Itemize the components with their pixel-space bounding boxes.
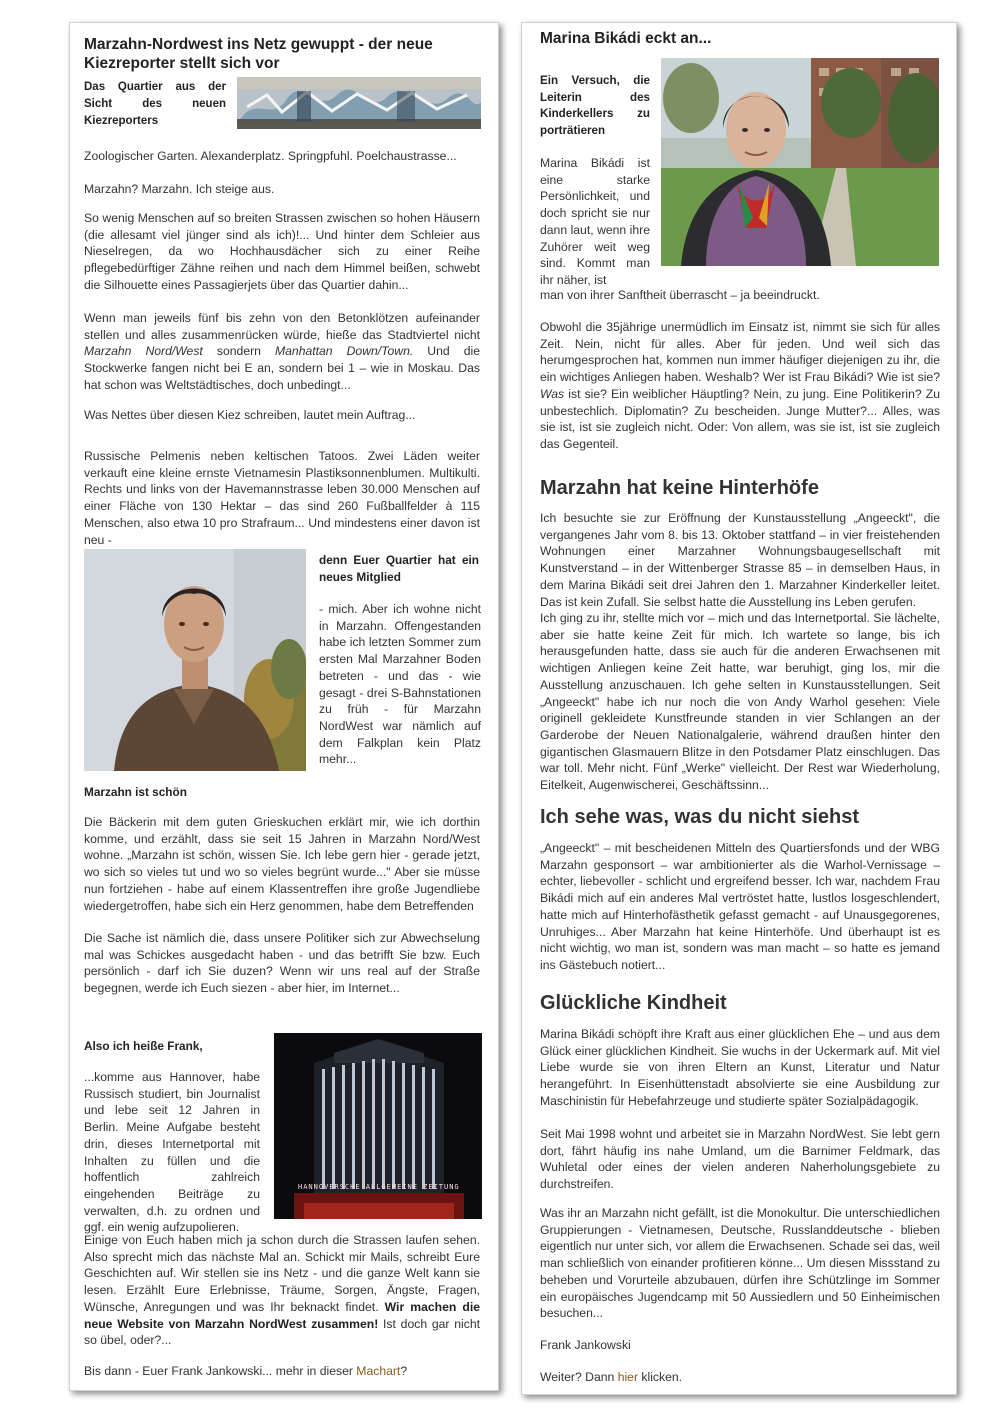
paragraph: Seit Mai 1998 wohnt und arbeitet sie in Marzahn NordWest. Sie lebt gern dort, fährt häufig ins nahe Umland, um die Barnimer Feldmark, das Wuhletal oder eines der vielen anderen Naherholungsgebiete zu durchstreifen. xyxy=(540,1127,940,1192)
paragraph: Marzahn? Marzahn. Ich steige aus. xyxy=(84,182,275,196)
paragraph: Was ihr an Marzahn nicht gefällt, ist die Monokultur. Die unterschiedlichen Gruppierungen - Vietnamesen, Deutsche, Russlanddeutsche - blieben eigentlich nur unter sich, vor allem die Erwachsenen. Schade sei das, weil man schließlich von einander profitieren könne... Um diesen Missstand zu beheben und Vorurteile abzubauen, dürfen ihre Schützlinge im Sommer ein europäisches Jugendcamp mit 50 Aussiedlern und 50 Einheimischen besuchen... xyxy=(540,1206,940,1321)
frank-portrait-photo xyxy=(84,549,306,771)
paragraph: Zoologischer Garten. Alexanderplatz. Springpfuhl. Poelchaustrasse... xyxy=(84,149,457,163)
building-sign: HANNOVERSCHE ALLGEMEINE ZEITUNG xyxy=(298,1183,460,1191)
section-heading-kindheit: Glückliche Kindheit xyxy=(540,992,727,1014)
intro-bold: denn Euer Quartier hat ein neues Mitglied xyxy=(319,553,479,584)
paragraph: „Angeeckt" – mit bescheidenen Mitteln des Quartiersfonds und der WBG Marzahn gesponsort – war ambitionierter als die Warhol-Vernissage – echter, liebevoller - schlicht und ergreifend besser. Ich war, nachdem Frau Bikádi mich auf ein anderes Mal vertröstet hatte, lustlos losgeschlendert, hatte mich auf Hinterhofästhetik gefasst gemacht - auf Unausgegorenes, Unruhiges... Aber Marzahn hat keine Hinterhöfe. Und überhaupt ist es nicht wichtig, wo man ist, sondern was man macht – so hatte es jemand ins Gästebuch notiert... xyxy=(540,841,940,972)
footer-line: Bis dann - Euer Frank Jankowski... mehr in dieser Machart? xyxy=(84,1364,408,1378)
paragraph: Ich ging zu ihr, stellte mich vor – mich und das Internetportal. Sie lächelte, aber sie hatte keine Zeit für mich. Ich wartete so lange, bis ich herausgefunden hatte, dass sie auch für die anderen Erwachsenen mit wichtigen Anliegen keine Zeit hatte, war beruhigt, ging los, mir die Ausstellung anzuschauen. Ich gehe selten in Kunstausstellungen. Seit „Angeeckt" habe ich nur noch die von Andy Warhol gesehen: Viele originell gekleidete Kunstfreunde standen in vier Schlangen an der Garderobe der Neuen Nationalgalerie, während draußen hinter den gigantischen Glasmauern Blitze in den Potsdamer Platz einschlugen. Das war toll. Mehr nicht. Fünf „Werke" vielleicht. Der Rest war Wiederholung, Eitelkeit, Augenwischerei, Geschäftssinn... xyxy=(540,611,940,793)
section-heading-siehst: Ich sehe was, was du nicht siehst xyxy=(540,806,859,828)
paragraph: Russische Pelmenis neben keltischen Tatoos. Zwei Läden weiter verkauft eine kleine ernste Vietnamesin Plastiksonnenblumen. Multikulti. Rechts und links von der Havemannstrasse leben 30.000 Menschen auf einer Fläche von 130 Hektar – das sind 260 Fußballfelder à 115 Menschen, also etwa 10 pro Strafraum... Und mindestens einer davon ist neu - xyxy=(84,449,480,547)
marina-portrait-photo xyxy=(661,58,939,266)
paragraph: Einige von Euch haben mich ja schon durch die Strassen laufen sehen. Also sprecht mich das nächste Mal an. Schickt mir Mails, schreibt Eure Geschichten auf. Wir stellen sie ins Netz - und die ganze Welt kann sie lesen. Erzählt Eure Erlebnisse, Träume, Sorgen, Ängste, Fragen, Wünsche, Anregungen und was Ihr beknackt findet. Wir machen die neue Website von Marzahn NordWest zusammen! Ist doch gar nicht so übel, oder?... xyxy=(84,1233,480,1348)
article-title: Marina Bikádi eckt an... xyxy=(540,30,712,47)
author-signature: Frank Jankowski xyxy=(540,1338,631,1352)
hier-link[interactable]: hier xyxy=(617,1370,639,1384)
article-title: Marzahn-Nordwest ins Netz gewuppt - der neue Kiezreporter stellt sich vor xyxy=(84,36,433,72)
paragraph: Ich besuchte sie zur Eröffnung der Kunstausstellung „Angeeckt", die vergangenes Jahr vom 8. bis 13. Oktober stattfand – in vier freistehenden Wohnungen einer Marzahner Wohnungsbaugesellschaft mit Kunstverstand – in der Wittenberger Strasse 85 – in demselben Haus, in dem Marina Bikádi seit drei Jahren den 1. Marzahner Kinderkeller leitet. Das ist kein Zufall. Sie selbst hatte die Ausstellung ins Leben gerufen. xyxy=(540,511,940,609)
right-article-panel xyxy=(521,22,957,1395)
paragraph: Die Sache ist nämlich die, dass unsere Politiker sich zur Abwechselung mal was Schickes ausgedacht haben - und das betrifft Sie bzw. Euch persönlich - darf ich Sie duzen? Wenn wir uns real auf der Straße begegnen, werde ich Euch siezen - aber hier, im Internet... xyxy=(84,931,480,996)
paragraph: So wenig Menschen auf so breiten Strassen zwischen so hohen Häusern (die allesamt viel jünger sind als ich)!... Und hinter dem Schleier aus Nieselregen, da wo Hochhausdächer sich zu einer Reihe pflegebedürftiger Zähne reihen und nach dem Himmel beißen, schwebt die Silhouette eines Passagierjets über das Quartier dahin... xyxy=(84,211,480,292)
paragraph: Obwohl die 35jährige unermüdlich im Einsatz ist, nimmt sie sich für alles Zeit. Nein, nicht für alles. Aber für jeden. Und weil sich das herumgesprochen hat, kommen nun immer häufiger diejenigen zu ihr, die ein wichtiges Anliegen haben. Weshalb? Wer ist Frau Bikádi? Wie ist sie? Was ist sie? Ein weiblicher Häuptling? Nein, zu jung. Eine Politikerin? Zu unbestechlich. Diplomatin? Zu bescheiden. Junge Mutter?... Alles, was sie ist, ist sie zugleich nicht. Oder: Von allem, was sie ist, ist sie zugleich das Gegenteil. xyxy=(540,320,940,451)
footer-line: Weiter? Dann hier klicken. xyxy=(540,1370,683,1384)
newspaper-building-photo xyxy=(274,1033,482,1219)
intro-bold: Ein Versuch, die Leiterin des Kinderkellers zu porträtieren xyxy=(540,74,650,137)
paragraph: Marina Bikádi schöpft ihre Kraft aus einer glücklichen Ehe – und aus dem Glück einer glücklichen Kindheit. Sie wuchs in der Uckermark auf. Mit viel Liebe wurde sie von ihren Eltern an Kunst, Literatur und Natur herangeführt. In Eisenhüttenstadt absolvierte sie eine Ausbildung zur Maschinistin für Hebefahrzeuge und studierte später Sozialpädagogik. xyxy=(540,1027,940,1108)
left-article-panel xyxy=(69,22,499,1391)
paragraph: Die Bäckerin mit dem guten Grieskuchen erklärt mir, wie ich dorthin komme, und erzählt, dass sie seit 15 Jahren in Marzahn Nord/West wohne. „Marzahn ist schön, wissen Sie. Ich lebe gern hier - gerade jetzt, wo sich so vieles tut und wo so vieles begrünt wurde..." Aber sie müsse nun fortziehen - habe auf einem Klassentreffen ihre große Jugendliebe wiedergetroffen, habe sich ein Herz genommen, habe dem Betreffenden xyxy=(84,815,480,913)
paragraph: man von ihrer Sanftheit überrascht – ja beeindruckt. xyxy=(540,288,820,302)
paragraph: ...komme aus Hannover, habe Russisch studiert, bin Journalist und lebe seit 12 Jahren in Berlin. Meine Aufgabe besteht drin, dieses Internetportal mit Inhalten zu füllen und die hoffentlich zahlreich eingehenden Beiträge zu verwalten, d.h. zu ordnen und ggf. ein wenig aufzupolieren. xyxy=(84,1070,260,1235)
frank-intro-bold: Also ich heiße Frank, xyxy=(84,1039,203,1053)
paragraph: Wenn man jeweils fünf bis zehn von den Betonklötzen aufeinander stellen und alles zusammenrücken würde, hieße das Stadtviertel nicht Marzahn Nord/West sondern Manhattan Down/Town. Und die Stockwerke fangen nicht bei E an, sondern bei 1 – wie in Moskau. Das hat schon was Weltstädtisches, doch unbedingt... xyxy=(84,311,480,392)
machart-link[interactable]: Machart xyxy=(356,1364,401,1378)
section-heading-marzahn-schoen: Marzahn ist schön xyxy=(84,785,187,799)
section-heading-hinterhoefe: Marzahn hat keine Hinterhöfe xyxy=(540,477,819,499)
paragraph: Marina Bikádi ist eine starke Persönlichkeit, und doch spricht sie nur dann laut, wenn ihre Zuhörer weit weg sind. Kommt man ihr näher, ist xyxy=(540,156,650,287)
paragraph: Was Nettes über diesen Kiez schreiben, lautet mein Auftrag... xyxy=(84,408,416,422)
paragraph: - mich. Aber ich wohne nicht in Marzahn. Offengestanden habe ich letzten Sommer zum ersten Mal Marzahner Boden betreten - und das - wie gesagt - drei S-Bahnstationen zu früh - für Marzahn NordWest war nämlich auf dem Falkplan kein Platz mehr... xyxy=(319,602,481,767)
article-subtitle: Das Quartier aus der Sicht des neuen Kiezreporters xyxy=(84,81,226,127)
graffiti-wall-photo xyxy=(237,77,481,129)
